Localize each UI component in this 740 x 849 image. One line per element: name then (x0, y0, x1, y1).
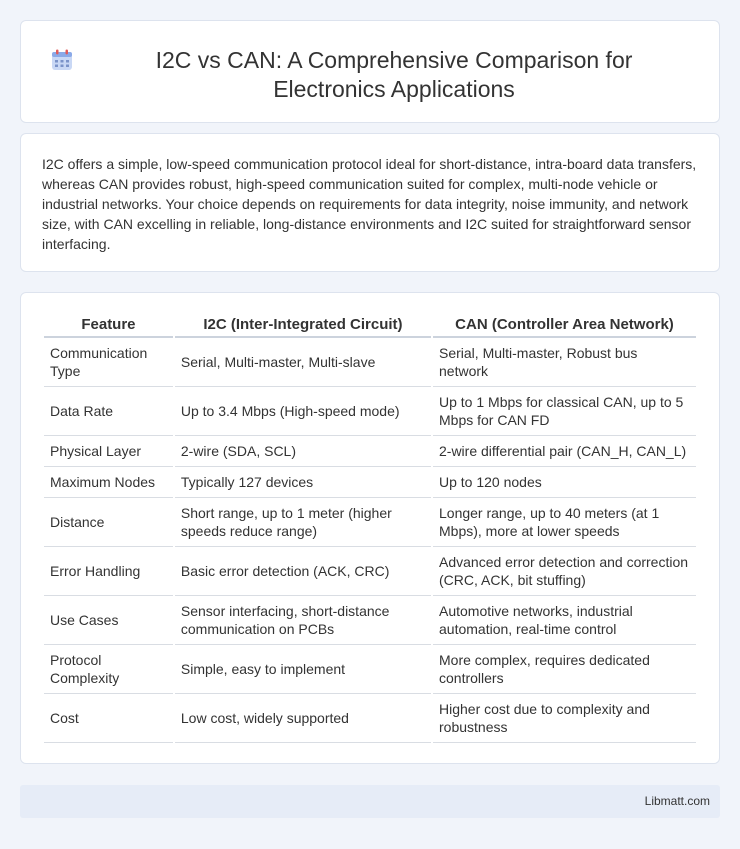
table-row (44, 547, 696, 596)
i2c-cell: Basic error detection (ACK, CRC) (175, 547, 431, 596)
can-cell: Up to 1 Mbps for classical CAN, up to 5 Mbps for CAN FD (433, 387, 696, 436)
feature-cell: Cost (44, 694, 173, 743)
feature-cell: Data Rate (44, 387, 173, 436)
i2c-cell: Typically 127 devices (175, 467, 431, 498)
can-cell: Longer range, up to 40 meters (at 1 Mbps), more at lower speeds (433, 498, 696, 547)
feature-cell: Physical Layer (44, 436, 173, 467)
table-row (44, 498, 696, 547)
feature-cell: Use Cases (44, 596, 173, 645)
can-cell: Up to 120 nodes (433, 467, 696, 498)
can-cell: Higher cost due to complexity and robustness (433, 694, 696, 743)
feature-cell: Communication Type (44, 338, 173, 387)
table-row (44, 596, 696, 645)
i2c-cell: Low cost, widely supported (175, 694, 431, 743)
table-row (44, 694, 696, 743)
feature-cell: Distance (44, 498, 173, 547)
feature-cell: Maximum Nodes (44, 467, 173, 498)
table-row (44, 338, 696, 387)
title-card (20, 20, 720, 123)
can-cell: Serial, Multi-master, Robust bus network (433, 338, 696, 387)
table-row (44, 387, 696, 436)
comparison-table-card (20, 292, 720, 764)
header-feature: Feature (44, 314, 173, 338)
i2c-cell: Up to 3.4 Mbps (High-speed mode) (175, 387, 431, 436)
page-title: I2C vs CAN: A Comprehensive Comparison for Electronics Applications (155, 47, 633, 102)
can-cell: More complex, requires dedicated controllers (433, 645, 696, 694)
i2c-cell: 2-wire (SDA, SCL) (175, 436, 431, 467)
i2c-cell: Simple, easy to implement (175, 645, 431, 694)
comparison-table (42, 314, 698, 743)
i2c-cell: Serial, Multi-master, Multi-slave (175, 338, 431, 387)
table-header-row (44, 314, 696, 338)
can-cell: 2-wire differential pair (CAN_H, CAN_L) (433, 436, 696, 467)
footer (20, 785, 720, 818)
i2c-cell: Short range, up to 1 meter (higher speeds reduce range) (175, 498, 431, 547)
header-i2c: I2C (Inter-Integrated Circuit) (175, 314, 431, 338)
table-row (44, 467, 696, 498)
feature-cell: Protocol Complexity (44, 645, 173, 694)
footer-site-link[interactable]: Libmatt.com (644, 794, 710, 808)
can-cell: Automotive networks, industrial automation, real-time control (433, 596, 696, 645)
can-cell: Advanced error detection and correction (CRC, ACK, bit stuffing) (433, 547, 696, 596)
table-row (44, 645, 696, 694)
i2c-cell: Sensor interfacing, short-distance communication on PCBs (175, 596, 431, 645)
header-can: CAN (Controller Area Network) (433, 314, 696, 338)
summary-text: I2C offers a simple, low-speed communication protocol ideal for short-distance, intra-board data transfers, whereas CAN provides robust, high-speed communication suited for complex, multi-node vehicle or industrial networks. Your choice depends on requirements for data integrity, noise immunity, and network size, with CAN excelling in reliable, long-distance environments and I2C suited for straightforward sensor interfacing. (42, 156, 697, 252)
table-row (44, 436, 696, 467)
summary-card (20, 133, 720, 272)
feature-cell: Error Handling (44, 547, 173, 596)
calendar-icon (51, 49, 73, 71)
